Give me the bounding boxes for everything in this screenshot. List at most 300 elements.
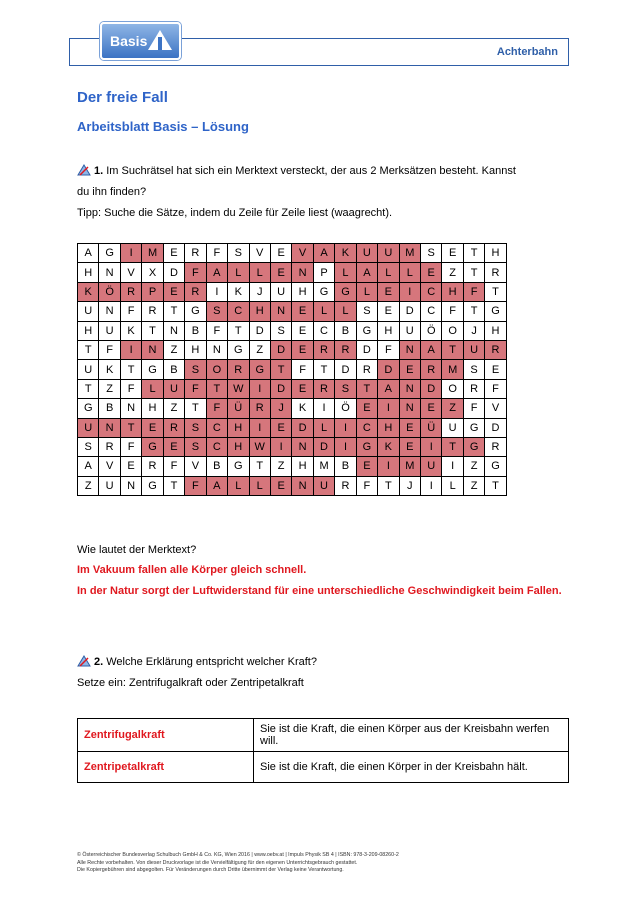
grid-cell: U <box>99 321 120 340</box>
grid-cell: W <box>249 437 270 456</box>
grid-cell: R <box>142 302 163 321</box>
grid-cell: A <box>378 379 399 398</box>
grid-cell: T <box>442 340 463 359</box>
grid-cell: S <box>206 302 227 321</box>
grid-cell: C <box>421 282 442 301</box>
grid-cell: D <box>270 379 291 398</box>
grid-cell: N <box>99 302 120 321</box>
grid-cell: G <box>356 437 377 456</box>
grid-cell: N <box>270 302 291 321</box>
grid-cell: R <box>313 340 334 359</box>
grid-cell: G <box>485 457 506 476</box>
grid-cell: G <box>335 282 356 301</box>
grid-cell: R <box>313 379 334 398</box>
grid-cell: S <box>185 360 206 379</box>
grid-cell: N <box>99 263 120 282</box>
grid-cell: T <box>120 360 141 379</box>
grid-cell: B <box>99 399 120 418</box>
grid-cell: D <box>249 321 270 340</box>
footer-line1: © Österreichischer Bundesverlag Schulbuch GmbH & Co. KG, Wien 2016 | www.oebv.at | Impuls Physik SB 4 | ISBN: 978-3-209-08260-2 <box>77 852 399 858</box>
grid-cell: H <box>442 282 463 301</box>
grid-cell: L <box>228 476 249 495</box>
grid-cell: Z <box>463 476 484 495</box>
grid-cell: A <box>78 244 99 263</box>
grid-cell: E <box>399 360 420 379</box>
task2-number: 2. <box>94 656 104 668</box>
kraft-term: Zentripetalkraft <box>78 752 254 783</box>
grid-cell: K <box>78 282 99 301</box>
grid-cell: O <box>442 379 463 398</box>
grid-cell: L <box>249 476 270 495</box>
grid-cell: R <box>485 263 506 282</box>
grid-cell: E <box>270 244 291 263</box>
grid-cell: C <box>228 302 249 321</box>
grid-cell: L <box>356 282 377 301</box>
grid-cell: Z <box>442 263 463 282</box>
answer-line2: In der Natur sorgt der Luftwiderstand für eine unterschiedliche Geschwindigkeit beim Fallen. <box>77 585 562 597</box>
table-row <box>78 719 569 752</box>
grid-cell: I <box>249 418 270 437</box>
grid-cell: L <box>313 302 334 321</box>
pencil-triangle-icon <box>77 655 91 667</box>
grid-cell: U <box>270 282 291 301</box>
grid-row <box>78 399 507 418</box>
kraft-desc: Sie ist die Kraft, die einen Körper aus der Kreisbahn werfen will. <box>254 719 569 752</box>
grid-cell: F <box>463 399 484 418</box>
grid-cell: E <box>163 244 184 263</box>
table-row <box>78 752 569 783</box>
grid-cell: N <box>399 379 420 398</box>
grid-cell: O <box>206 360 227 379</box>
grid-cell: F <box>442 302 463 321</box>
grid-cell: S <box>78 437 99 456</box>
grid-row <box>78 244 507 263</box>
grid-cell: V <box>120 263 141 282</box>
grid-cell: Z <box>99 379 120 398</box>
grid-cell: R <box>99 437 120 456</box>
kraft-table <box>77 718 569 783</box>
grid-cell: L <box>313 418 334 437</box>
grid-row <box>78 321 507 340</box>
grid-cell: V <box>485 399 506 418</box>
task1-text-line2: du ihn finden? <box>77 186 147 198</box>
grid-cell: N <box>120 399 141 418</box>
grid-row <box>78 302 507 321</box>
grid-cell: U <box>421 457 442 476</box>
grid-cell: K <box>228 282 249 301</box>
grid-cell: Ö <box>99 282 120 301</box>
grid-cell: T <box>142 321 163 340</box>
grid-cell: L <box>335 263 356 282</box>
grid-cell: L <box>442 476 463 495</box>
grid-cell: R <box>356 360 377 379</box>
grid-cell: T <box>78 379 99 398</box>
grid-cell: D <box>399 302 420 321</box>
grid-cell: N <box>399 399 420 418</box>
task1-text-line1: Im Suchrätsel hat sich ein Merktext versteckt, der aus 2 Merksätzen besteht. Kannst <box>106 165 516 177</box>
grid-row <box>78 360 507 379</box>
grid-cell: D <box>378 360 399 379</box>
grid-cell: G <box>142 360 163 379</box>
grid-cell: J <box>463 321 484 340</box>
grid-cell: R <box>120 282 141 301</box>
grid-cell: H <box>78 321 99 340</box>
grid-cell: E <box>399 437 420 456</box>
grid-cell: G <box>463 437 484 456</box>
grid-cell: Ö <box>421 321 442 340</box>
task1-tip: Tipp: Suche die Sätze, indem du Zeile für Zeile liest (waagrecht). <box>77 207 393 219</box>
grid-cell: F <box>206 244 227 263</box>
grid-cell: T <box>463 263 484 282</box>
page-title: Der freie Fall <box>77 89 168 106</box>
grid-cell: D <box>421 379 442 398</box>
grid-cell: K <box>99 360 120 379</box>
grid-cell: K <box>120 321 141 340</box>
grid-cell: R <box>228 360 249 379</box>
grid-cell: C <box>206 418 227 437</box>
grid-cell: H <box>485 321 506 340</box>
grid-cell: V <box>292 244 313 263</box>
grid-cell: E <box>421 399 442 418</box>
grid-cell: R <box>463 379 484 398</box>
grid-cell: T <box>78 340 99 359</box>
grid-cell: C <box>206 437 227 456</box>
grid-cell: E <box>270 418 291 437</box>
grid-cell: L <box>142 379 163 398</box>
grid-cell: I <box>249 379 270 398</box>
grid-cell: V <box>249 244 270 263</box>
grid-cell: J <box>249 282 270 301</box>
grid-cell: G <box>249 360 270 379</box>
grid-row <box>78 437 507 456</box>
grid-cell: Z <box>463 457 484 476</box>
grid-cell: P <box>313 263 334 282</box>
grid-cell: B <box>206 457 227 476</box>
grid-cell: G <box>142 476 163 495</box>
grid-cell: G <box>313 282 334 301</box>
grid-cell: T <box>463 244 484 263</box>
grid-cell: U <box>378 244 399 263</box>
grid-cell: I <box>313 399 334 418</box>
grid-cell: T <box>378 476 399 495</box>
grid-cell: X <box>142 263 163 282</box>
pencil-triangle-icon <box>77 164 91 176</box>
grid-cell: T <box>442 437 463 456</box>
grid-cell: Ö <box>335 399 356 418</box>
grid-cell: B <box>335 457 356 476</box>
grid-cell: S <box>335 379 356 398</box>
grid-cell: U <box>99 476 120 495</box>
triangle-logo-icon <box>147 29 173 51</box>
grid-cell: D <box>313 437 334 456</box>
grid-cell: S <box>185 437 206 456</box>
grid-cell: F <box>463 282 484 301</box>
grid-cell: U <box>163 379 184 398</box>
grid-cell: T <box>463 302 484 321</box>
answer-line1: Im Vakuum fallen alle Körper gleich schnell. <box>77 564 307 576</box>
grid-cell: F <box>356 476 377 495</box>
task2-text: Welche Erklärung entspricht welcher Kraft? <box>106 656 317 668</box>
grid-cell: G <box>228 340 249 359</box>
grid-cell: U <box>356 244 377 263</box>
grid-cell: A <box>78 457 99 476</box>
grid-cell: N <box>120 476 141 495</box>
grid-cell: T <box>228 321 249 340</box>
grid-cell: S <box>228 244 249 263</box>
grid-cell: T <box>163 302 184 321</box>
logo-text: Basis <box>110 33 148 49</box>
grid-cell: W <box>228 379 249 398</box>
grid-cell: C <box>421 302 442 321</box>
grid-cell: K <box>292 399 313 418</box>
grid-cell: T <box>485 476 506 495</box>
grid-cell: H <box>228 437 249 456</box>
grid-cell: L <box>335 302 356 321</box>
grid-cell: A <box>313 244 334 263</box>
grid-cell: Ü <box>228 399 249 418</box>
grid-cell: L <box>249 263 270 282</box>
grid-cell: P <box>142 282 163 301</box>
grid-cell: H <box>485 244 506 263</box>
grid-cell: C <box>356 418 377 437</box>
grid-cell: N <box>142 340 163 359</box>
grid-cell: R <box>485 340 506 359</box>
grid-row <box>78 418 507 437</box>
task1-number: 1. <box>94 165 104 177</box>
grid-cell: E <box>270 263 291 282</box>
grid-cell: F <box>485 379 506 398</box>
grid-cell: F <box>120 379 141 398</box>
basis-logo <box>100 22 181 60</box>
grid-cell: J <box>399 476 420 495</box>
grid-cell: E <box>292 340 313 359</box>
grid-cell: F <box>206 399 227 418</box>
grid-cell: U <box>78 360 99 379</box>
page-subtitle: Arbeitsblatt Basis – Lösung <box>77 119 249 134</box>
grid-cell: I <box>378 457 399 476</box>
grid-cell: U <box>78 302 99 321</box>
grid-cell: T <box>249 457 270 476</box>
grid-cell: H <box>249 302 270 321</box>
grid-cell: T <box>356 379 377 398</box>
footer-line2: Alle Rechte vorbehalten. Von dieser Druckvorlage ist die Vervielfältigung für den eigenen Unterrichtsgebrauch gestattet. <box>77 859 358 866</box>
grid-cell: T <box>163 476 184 495</box>
grid-cell: F <box>185 263 206 282</box>
grid-cell: R <box>142 457 163 476</box>
grid-cell: A <box>356 263 377 282</box>
grid-cell: L <box>228 263 249 282</box>
grid-cell: H <box>292 282 313 301</box>
grid-cell: L <box>378 263 399 282</box>
grid-cell: V <box>185 457 206 476</box>
grid-cell: E <box>163 282 184 301</box>
grid-cell: H <box>78 263 99 282</box>
grid-cell: G <box>78 399 99 418</box>
grid-cell: E <box>270 476 291 495</box>
grid-cell: F <box>185 476 206 495</box>
grid-cell: E <box>292 379 313 398</box>
grid-cell: D <box>270 340 291 359</box>
grid-cell: A <box>421 340 442 359</box>
grid-row <box>78 282 507 301</box>
grid-cell: C <box>313 321 334 340</box>
grid-cell: N <box>292 437 313 456</box>
grid-cell: F <box>185 379 206 398</box>
grid-cell: U <box>442 418 463 437</box>
grid-cell: E <box>163 437 184 456</box>
grid-cell: E <box>292 302 313 321</box>
grid-cell: I <box>421 437 442 456</box>
grid-cell: F <box>206 321 227 340</box>
grid-cell: Z <box>442 399 463 418</box>
grid-cell: N <box>292 263 313 282</box>
grid-cell: H <box>228 418 249 437</box>
grid-cell: F <box>292 360 313 379</box>
grid-cell: I <box>399 282 420 301</box>
grid-cell: V <box>99 457 120 476</box>
grid-cell: I <box>335 437 356 456</box>
grid-cell: I <box>270 437 291 456</box>
grid-cell: M <box>399 244 420 263</box>
grid-cell: S <box>356 302 377 321</box>
grid-cell: B <box>185 321 206 340</box>
grid-cell: T <box>120 418 141 437</box>
grid-cell: H <box>292 457 313 476</box>
grid-cell: G <box>356 321 377 340</box>
grid-cell: H <box>378 321 399 340</box>
grid-cell: E <box>485 360 506 379</box>
grid-cell: E <box>120 457 141 476</box>
grid-cell: U <box>313 476 334 495</box>
grid-cell: R <box>163 418 184 437</box>
grid-cell: N <box>292 476 313 495</box>
grid-cell: R <box>335 340 356 359</box>
grid-cell: G <box>485 302 506 321</box>
header-title: Achterbahn <box>496 46 558 58</box>
grid-cell: F <box>378 340 399 359</box>
kraft-desc: Sie ist die Kraft, die einen Körper in der Kreisbahn hält. <box>254 752 569 783</box>
grid-cell: D <box>163 263 184 282</box>
grid-cell: F <box>120 302 141 321</box>
grid-cell: U <box>399 321 420 340</box>
task1-block <box>77 161 516 224</box>
grid-cell: T <box>206 379 227 398</box>
grid-cell: H <box>378 418 399 437</box>
grid-cell: F <box>99 340 120 359</box>
grid-cell: E <box>442 244 463 263</box>
grid-cell: R <box>185 244 206 263</box>
kraft-term: Zentrifugalkraft <box>78 719 254 752</box>
grid-row <box>78 379 507 398</box>
grid-cell: Z <box>78 476 99 495</box>
grid-row <box>78 457 507 476</box>
grid-cell: I <box>442 457 463 476</box>
grid-cell: Ü <box>421 418 442 437</box>
grid-row <box>78 263 507 282</box>
grid-row <box>78 476 507 495</box>
grid-cell: K <box>335 244 356 263</box>
grid-cell: G <box>185 302 206 321</box>
answer-block <box>77 560 577 602</box>
grid-cell: R <box>249 399 270 418</box>
grid-cell: I <box>378 399 399 418</box>
grid-cell: M <box>142 244 163 263</box>
grid-cell: R <box>335 476 356 495</box>
grid-cell: S <box>270 321 291 340</box>
grid-cell: A <box>206 263 227 282</box>
grid-cell: U <box>463 340 484 359</box>
grid-cell: T <box>313 360 334 379</box>
word-search-grid <box>77 243 507 496</box>
grid-cell: N <box>99 418 120 437</box>
grid-cell: G <box>142 437 163 456</box>
grid-cell: U <box>78 418 99 437</box>
grid-cell: E <box>292 321 313 340</box>
grid-cell: E <box>142 418 163 437</box>
grid-cell: H <box>142 399 163 418</box>
grid-cell: S <box>463 360 484 379</box>
grid-cell: E <box>356 399 377 418</box>
grid-cell: I <box>335 418 356 437</box>
grid-cell: B <box>163 360 184 379</box>
grid-cell: I <box>206 282 227 301</box>
grid-cell: E <box>421 263 442 282</box>
grid-cell: D <box>292 418 313 437</box>
grid-cell: D <box>335 360 356 379</box>
grid-cell: Z <box>270 457 291 476</box>
task2-instruction: Setze ein: Zentrifugalkraft oder Zentripetalkraft <box>77 677 304 689</box>
grid-cell: N <box>163 321 184 340</box>
grid-cell: G <box>463 418 484 437</box>
grid-cell: E <box>378 282 399 301</box>
grid-cell: I <box>421 476 442 495</box>
grid-cell: E <box>356 457 377 476</box>
grid-cell: N <box>399 340 420 359</box>
grid-cell: T <box>185 399 206 418</box>
grid-cell: T <box>270 360 291 379</box>
grid-cell: N <box>206 340 227 359</box>
grid-cell: R <box>485 437 506 456</box>
grid-cell: Z <box>163 399 184 418</box>
grid-row <box>78 340 507 359</box>
grid-cell: M <box>442 360 463 379</box>
grid-cell: S <box>185 418 206 437</box>
grid-cell: J <box>270 399 291 418</box>
grid-cell: O <box>442 321 463 340</box>
grid-cell: R <box>421 360 442 379</box>
grid-cell: T <box>485 282 506 301</box>
grid-cell: R <box>185 282 206 301</box>
grid-cell: I <box>120 340 141 359</box>
grid-cell: Z <box>249 340 270 359</box>
task2-block <box>77 652 317 694</box>
grid-cell: E <box>378 302 399 321</box>
grid-cell: G <box>228 457 249 476</box>
grid-cell: A <box>206 476 227 495</box>
grid-cell: Z <box>163 340 184 359</box>
footer <box>77 852 399 875</box>
grid-cell: F <box>163 457 184 476</box>
grid-cell: E <box>399 418 420 437</box>
grid-cell: M <box>313 457 334 476</box>
grid-cell: G <box>99 244 120 263</box>
grid-cell: D <box>356 340 377 359</box>
grid-cell: L <box>399 263 420 282</box>
grid-cell: D <box>485 418 506 437</box>
grid-cell: B <box>335 321 356 340</box>
footer-line3: Die Kopiergebühren sind abgegolten. Für Veränderungen durch Dritte übernimmt der Verlag keine Verantwortung. <box>77 867 344 873</box>
grid-cell: F <box>120 437 141 456</box>
